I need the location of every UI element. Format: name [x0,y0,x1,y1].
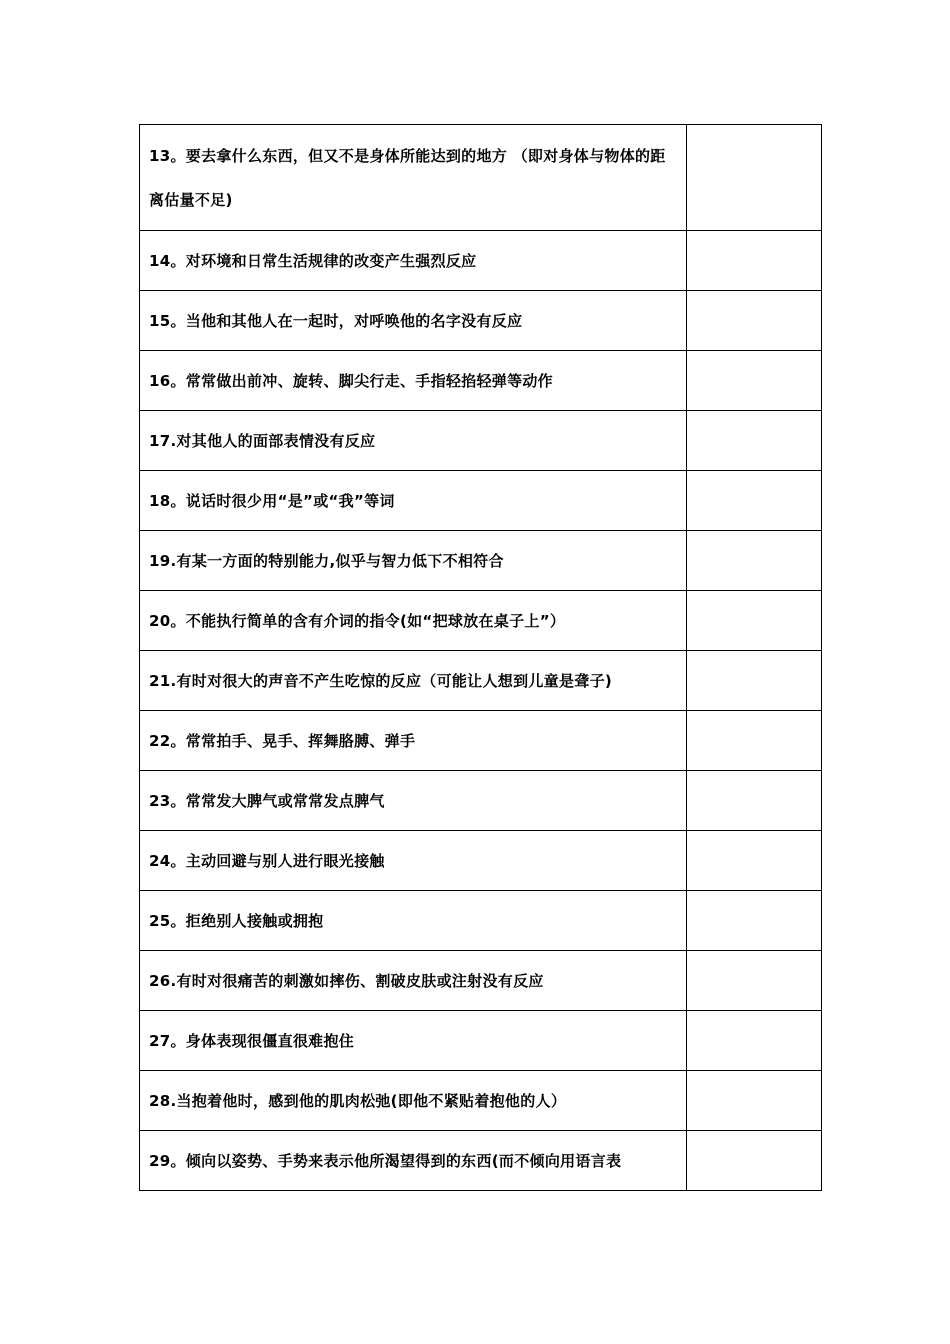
question-text: 29。倾向以姿势、手势来表示他所渴望得到的东西(而不倾向用语言表 [140,1131,687,1191]
question-text: 26.有时对很痛苦的刺激如摔伤、割破皮肤或注射没有反应 [140,951,687,1011]
answer-cell[interactable] [687,125,822,231]
question-text: 24。主动回避与别人进行眼光接触 [140,831,687,891]
question-text: 21.有时对很大的声音不产生吃惊的反应（可能让人想到儿童是聋子) [140,651,687,711]
answer-cell[interactable] [687,411,822,471]
question-text: 19.有某一方面的特别能力,似乎与智力低下不相符合 [140,531,687,591]
table-row [140,351,822,411]
question-text: 14。对环境和日常生活规律的改变产生强烈反应 [140,231,687,291]
answer-cell[interactable] [687,231,822,291]
questionnaire-body [140,125,822,1191]
question-text: 23。常常发大脾气或常常发点脾气 [140,771,687,831]
answer-cell[interactable] [687,711,822,771]
table-row [140,651,822,711]
answer-cell[interactable] [687,771,822,831]
answer-cell[interactable] [687,1131,822,1191]
table-row [140,771,822,831]
question-text: 13。要去拿什么东西，但又不是身体所能达到的地方 （即对身体与物体的距离估量不足) [140,125,687,231]
table-row [140,591,822,651]
question-text: 20。不能执行简单的含有介词的指令(如“把球放在桌子上”） [140,591,687,651]
answer-cell[interactable] [687,1011,822,1071]
answer-cell[interactable] [687,1071,822,1131]
answer-cell[interactable] [687,471,822,531]
question-text: 18。说话时很少用“是”或“我”等词 [140,471,687,531]
table-row [140,231,822,291]
question-text: 16。常常做出前冲、旋转、脚尖行走、手指轻掐轻弹等动作 [140,351,687,411]
answer-cell[interactable] [687,651,822,711]
answer-cell[interactable] [687,951,822,1011]
table-row [140,711,822,771]
table-row [140,531,822,591]
question-text: 25。拒绝别人接触或拥抱 [140,891,687,951]
answer-cell[interactable] [687,291,822,351]
question-text: 15。当他和其他人在一起时，对呼唤他的名字没有反应 [140,291,687,351]
table-row [140,1131,822,1191]
question-text: 22。常常拍手、晃手、挥舞胳膊、弹手 [140,711,687,771]
table-row [140,951,822,1011]
table-row [140,1011,822,1071]
question-text: 17.对其他人的面部表情没有反应 [140,411,687,471]
table-row [140,291,822,351]
table-row [140,891,822,951]
table-row [140,831,822,891]
table-row [140,411,822,471]
table-row [140,1071,822,1131]
question-text: 27。身体表现很僵直很难抱住 [140,1011,687,1071]
answer-cell[interactable] [687,351,822,411]
answer-cell[interactable] [687,591,822,651]
answer-cell[interactable] [687,531,822,591]
questionnaire-table [139,124,822,1191]
answer-cell[interactable] [687,891,822,951]
table-row [140,125,822,231]
answer-cell[interactable] [687,831,822,891]
table-row [140,471,822,531]
question-text: 28.当抱着他时，感到他的肌肉松弛(即他不紧贴着抱他的人） [140,1071,687,1131]
